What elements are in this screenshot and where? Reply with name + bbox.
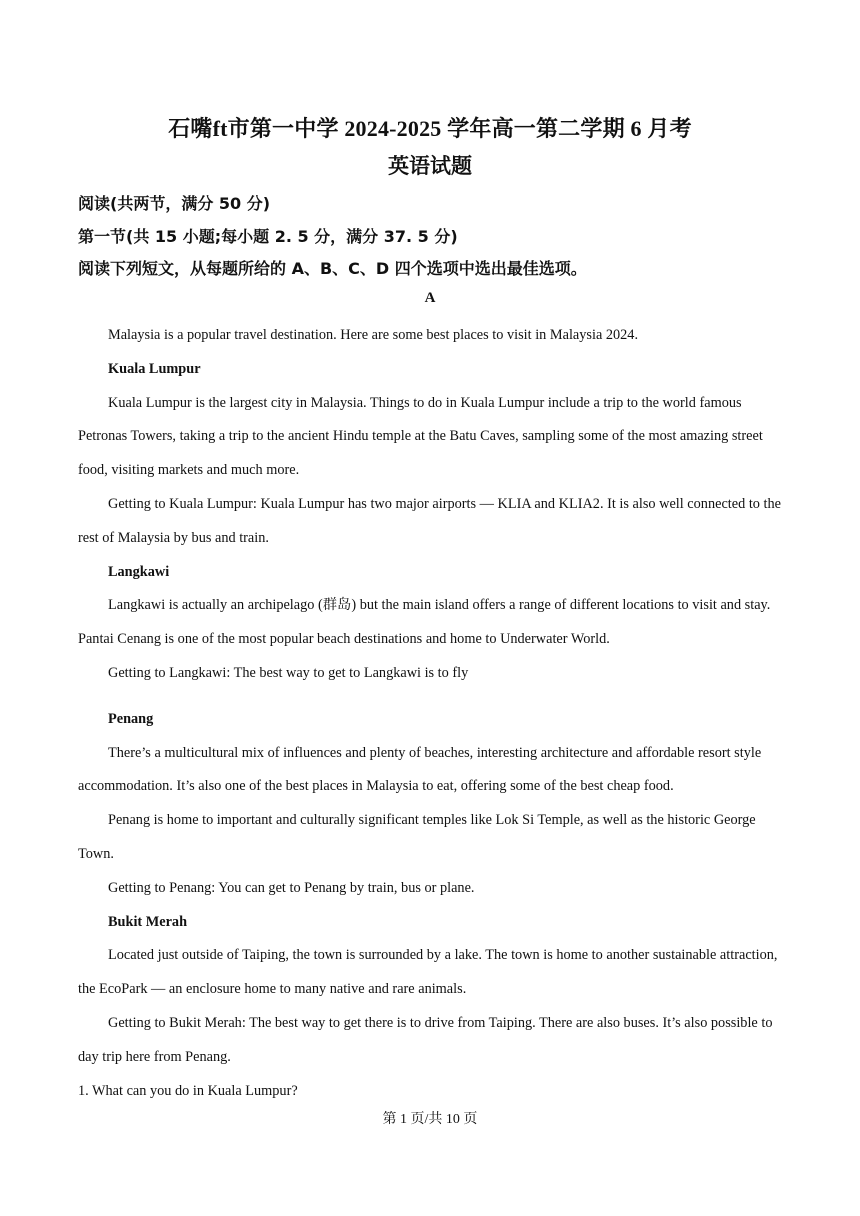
bukit-merah-heading: Bukit Merah	[108, 913, 188, 930]
question-1: 1. What can you do in Kuala Lumpur?	[78, 1082, 298, 1099]
penang-heading: Penang	[108, 710, 154, 727]
exam-title: 石嘴ft市第一中学 2024-2025 学年高一第二学期 6 月考	[168, 116, 692, 141]
passage-body	[78, 319, 784, 1108]
bukit-merah-paragraph: Located just outside of Taiping, the town is surrounded by a lake. The town is home to another sustainable attraction, the EcoPark — an enclosure home to many native and rare animals.	[78, 947, 778, 998]
page-footer: 第 1 页/共 10 页	[382, 1112, 478, 1127]
penang-paragraph: There’s a multicultural mix of influences and plenty of beaches, interesting architecture and affordable resort style accommodation. It’s also one of the best places in Malaysia to eat, offering some of the best cheap food.	[78, 744, 762, 795]
bukit-merah-getting-there: Getting to Bukit Merah: The best way to get there is to drive from Taiping. There are also buses. It’s also possible to day trip here from Penang.	[78, 1014, 773, 1065]
kuala-lumpur-paragraph: Kuala Lumpur is the largest city in Malaysia. Things to do in Kuala Lumpur include a trip to the world famous Petronas Towers, taking a trip to the ancient Hindu temple at the Batu Caves, sampling some of the most amazing street food, visiting markets and much more.	[78, 394, 763, 479]
part-heading: 阅读(共两节，满分 50 分)	[78, 194, 271, 213]
langkawi-paragraph: Langkawi is actually an archipelago (群岛) but the main island offers a range of different locations to visit and stay. Pantai Cenang is one of the most popular beach destinations and home to Underwater World.	[78, 597, 771, 648]
langkawi-heading: Langkawi	[108, 563, 170, 580]
section-heading: 第一节(共 15 小题;每小题 2. 5 分，满分 37. 5 分)	[78, 227, 458, 246]
penang-temples: Penang is home to important and culturally significant temples like Lok Si Temple, as well as the historic George Town.	[78, 812, 756, 862]
penang-getting-there: Getting to Penang: You can get to Penang by train, bus or plane.	[108, 879, 475, 896]
passage-intro: Malaysia is a popular travel destination. Here are some best places to visit in Malaysia 2024.	[108, 327, 639, 343]
kuala-lumpur-heading: Kuala Lumpur	[108, 360, 201, 377]
passage-label: A	[424, 290, 436, 306]
directions: 阅读下列短文，从每题所给的 A、B、C、D 四个选项中选出最佳选项。	[78, 259, 587, 278]
kuala-lumpur-getting-there: Getting to Kuala Lumpur: Kuala Lumpur has two major airports — KLIA and KLIA2. It is also well connected to the rest of Malaysia by bus and train.	[78, 495, 781, 546]
exam-subtitle: 英语试题	[388, 154, 472, 178]
langkawi-getting-there: Getting to Langkawi: The best way to get to Langkawi is to fly	[108, 664, 469, 681]
